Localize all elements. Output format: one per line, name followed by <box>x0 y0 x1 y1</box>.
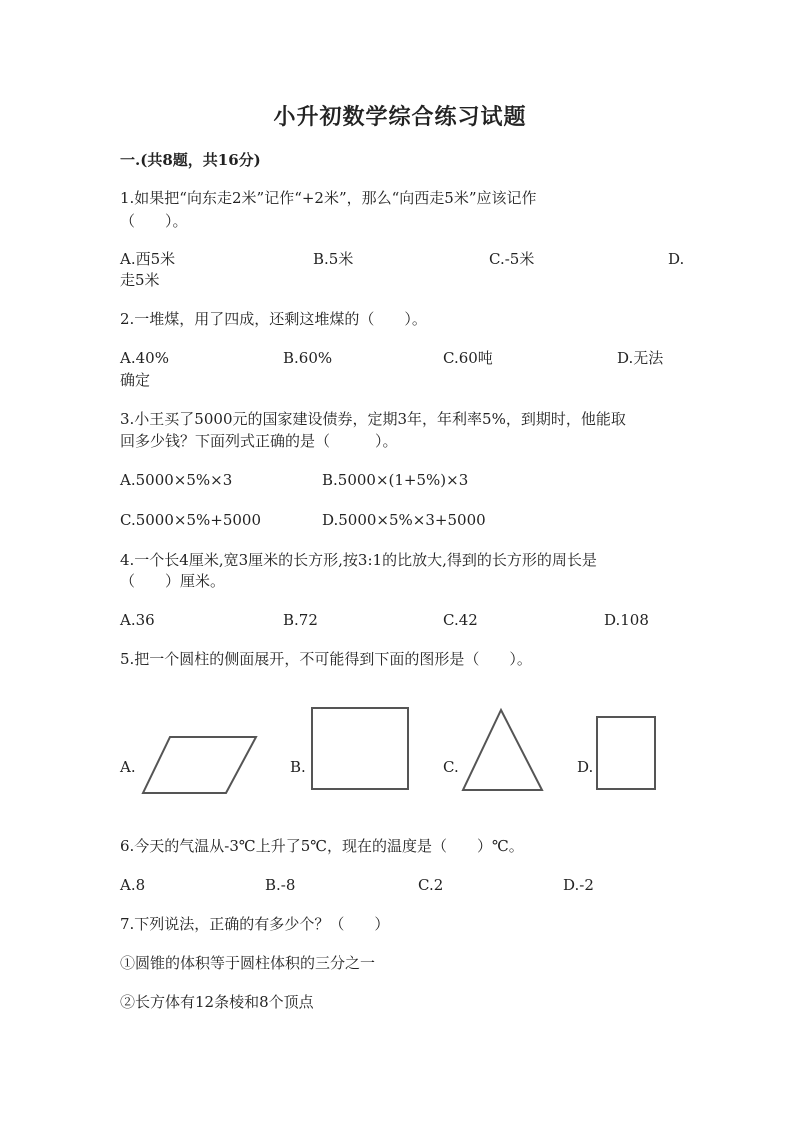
q3-text-line2: 回多少钱？下面列式正确的是（ ）。 <box>120 432 398 450</box>
q4-option-c[interactable]: C.42 <box>443 611 478 629</box>
square-figure <box>311 707 411 791</box>
q1-option-d[interactable]: D. <box>668 250 685 268</box>
q2-option-a[interactable]: A.40% <box>120 349 169 367</box>
parallelogram-figure <box>140 734 260 796</box>
q1-option-c[interactable]: C.-5米 <box>489 250 535 268</box>
q6-text: 6.今天的气温从-3℃上升了5℃，现在的温度是（ ）℃。 <box>120 837 524 855</box>
q4-text-line1: 4.一个长4厘米,宽3厘米的长方形,按3:1的比放大,得到的长方形的周长是 <box>120 551 597 569</box>
q2-option-c[interactable]: C.60吨 <box>443 349 493 367</box>
q1-text-line1: 1.如果把“向东走2米”记作“+2米”，那么“向西走5米”应该记作 <box>120 189 537 207</box>
q5-option-c[interactable]: C. <box>443 758 459 776</box>
q3-option-a[interactable]: A.5000×5%×3 <box>120 471 233 489</box>
q5-option-d[interactable]: D. <box>577 758 594 776</box>
q7-statement-2: ②长方体有12条棱和8个顶点 <box>120 993 314 1011</box>
q5-option-a[interactable]: A. <box>120 758 136 776</box>
q2-text: 2.一堆煤，用了四成，还剩这堆煤的（ ）。 <box>120 310 427 328</box>
q2-option-d-continued: 确定 <box>120 371 151 389</box>
q6-option-d[interactable]: D.-2 <box>563 876 594 894</box>
q3-text-line1: 3.小王买了5000元的国家建设债券，定期3年，年利率5%，到期时，他能取 <box>120 410 626 428</box>
q1-option-d-continued: 走5米 <box>120 271 160 289</box>
q4-text-line2: （ ）厘米。 <box>120 572 226 590</box>
q2-option-b[interactable]: B.60% <box>283 349 333 367</box>
triangle-figure <box>460 707 546 793</box>
q4-option-a[interactable]: A.36 <box>120 611 155 629</box>
q7-text: 7.下列说法，正确的有多少个？（ ） <box>120 915 390 933</box>
rectangle-figure <box>596 716 658 792</box>
q1-option-b[interactable]: B.5米 <box>313 250 354 268</box>
q3-option-c[interactable]: C.5000×5%+5000 <box>120 511 261 529</box>
q3-option-d[interactable]: D.5000×5%×3+5000 <box>322 511 486 529</box>
page-title: 小升初数学综合练习试题 <box>273 104 527 130</box>
q6-option-a[interactable]: A.8 <box>120 876 146 894</box>
q1-text-line2: （ ）。 <box>120 212 188 230</box>
q5-option-b[interactable]: B. <box>290 758 306 776</box>
q1-option-a[interactable]: A.西5米 <box>120 250 176 268</box>
q4-option-d[interactable]: D.108 <box>604 611 649 629</box>
q6-option-c[interactable]: C.2 <box>418 876 444 894</box>
q7-statement-1: ①圆锥的体积等于圆柱体积的三分之一 <box>120 954 376 972</box>
q2-option-d[interactable]: D.无法 <box>617 349 664 367</box>
section-heading: 一.(共8题，共16分) <box>120 151 261 169</box>
q3-option-b[interactable]: B.5000×(1+5%)×3 <box>322 471 469 489</box>
q4-option-b[interactable]: B.72 <box>283 611 318 629</box>
q5-text: 5.把一个圆柱的侧面展开，不可能得到下面的图形是（ ）。 <box>120 650 532 668</box>
q6-option-b[interactable]: B.-8 <box>265 876 296 894</box>
